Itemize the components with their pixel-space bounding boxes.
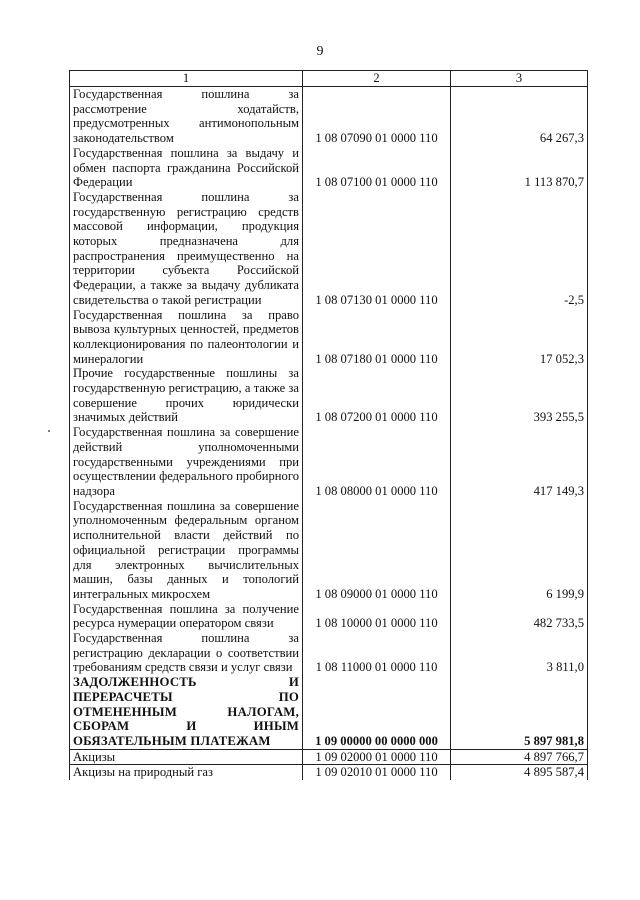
column-header-1: 1: [70, 71, 303, 87]
row-amount: 17 052,3: [451, 308, 588, 367]
table-row: [70, 87, 588, 146]
row-code: 1 08 07130 01 0000 110: [303, 190, 451, 308]
row-amount: 1 113 870,7: [451, 146, 588, 190]
row-amount: 417 149,3: [451, 425, 588, 499]
row-amount: 6 199,9: [451, 499, 588, 602]
row-name: Государственная пошлина за рассмотрение ходатайств, предусмотренных антимонопольным законодательством: [70, 87, 303, 146]
row-code: 1 09 02010 01 0000 110: [303, 765, 451, 780]
row-amount: 393 255,5: [451, 366, 588, 425]
row-name: Государственная пошлина за совершение уполномоченным федеральным органом исполнительной власти действий по официальной регистрации программы для электронных вычислительных машин, базы данных и топологий интегральных микросхем: [70, 499, 303, 602]
row-name: Государственная пошлина за получение ресурса нумерации оператором связи: [70, 602, 303, 631]
table-row: [70, 366, 588, 425]
row-name: Государственная пошлина за регистрацию декларации о соответствии требованиям средств связи и услуг связи: [70, 631, 303, 675]
row-amount: 64 267,3: [451, 87, 588, 146]
table-row: [70, 765, 588, 780]
scan-dot: [48, 430, 50, 432]
row-code: 1 08 07100 01 0000 110: [303, 146, 451, 190]
table-row: [70, 631, 588, 675]
table-row: [70, 190, 588, 308]
table-row: [70, 749, 588, 765]
row-name: Государственная пошлина за совершение действий уполномоченными государственными учреждениями при осуществлении федерального пробирного надзора: [70, 425, 303, 499]
row-amount: 3 811,0: [451, 631, 588, 675]
row-amount: -2,5: [451, 190, 588, 308]
table-row-section-total: [70, 675, 588, 749]
row-amount: 482 733,5: [451, 602, 588, 631]
row-amount: 5 897 981,8: [451, 675, 588, 749]
table-row: [70, 499, 588, 602]
row-code: 1 08 11000 01 0000 110: [303, 631, 451, 675]
row-name: Государственная пошлина за государственную регистрацию средств массовой информации, продукция которых предназначена для распространения преимущественно на территории субъекта Российской Федерации, а также за выдачу дубликата свидетельства о такой регистрации: [70, 190, 303, 308]
row-code: 1 09 02000 01 0000 110: [303, 749, 451, 765]
header-row: [70, 71, 588, 87]
row-code: 1 08 09000 01 0000 110: [303, 499, 451, 602]
table-row: [70, 146, 588, 190]
row-amount: 4 895 587,4: [451, 765, 588, 780]
row-name: Государственная пошлина за выдачу и обмен паспорта гражданина Российской Федерации: [70, 146, 303, 190]
row-name: Прочие государственные пошлины за государственную регистрацию, а также за совершение прочих юридически значимых действий: [70, 366, 303, 425]
row-name: Государственная пошлина за право вывоза культурных ценностей, предметов коллекционирования по палеонтологии и минералогии: [70, 308, 303, 367]
row-code: 1 08 07200 01 0000 110: [303, 366, 451, 425]
row-code: 1 08 07180 01 0000 110: [303, 308, 451, 367]
row-name: Акцизы на природный газ: [70, 765, 303, 780]
row-code: 1 09 00000 00 0000 000: [303, 675, 451, 749]
row-name: Акцизы: [70, 749, 303, 765]
table-body: [70, 87, 588, 781]
column-header-2: 2: [303, 71, 451, 87]
table-row: [70, 308, 588, 367]
table-header: [70, 71, 588, 87]
row-amount: 4 897 766,7: [451, 749, 588, 765]
table-row: [70, 425, 588, 499]
column-header-3: 3: [451, 71, 588, 87]
revenue-table: [69, 70, 588, 780]
row-name: ЗАДОЛЖЕННОСТЬ И ПЕРЕРАСЧЕТЫ ПО ОТМЕНЕННЫМ НАЛОГАМ, СБОРАМ И ИНЫМ ОБЯЗАТЕЛЬНЫМ ПЛАТЕЖАМ: [70, 675, 303, 749]
row-code: 1 08 10000 01 0000 110: [303, 602, 451, 631]
page-number: 9: [316, 44, 324, 59]
table-row: [70, 602, 588, 631]
row-code: 1 08 07090 01 0000 110: [303, 87, 451, 146]
row-code: 1 08 08000 01 0000 110: [303, 425, 451, 499]
